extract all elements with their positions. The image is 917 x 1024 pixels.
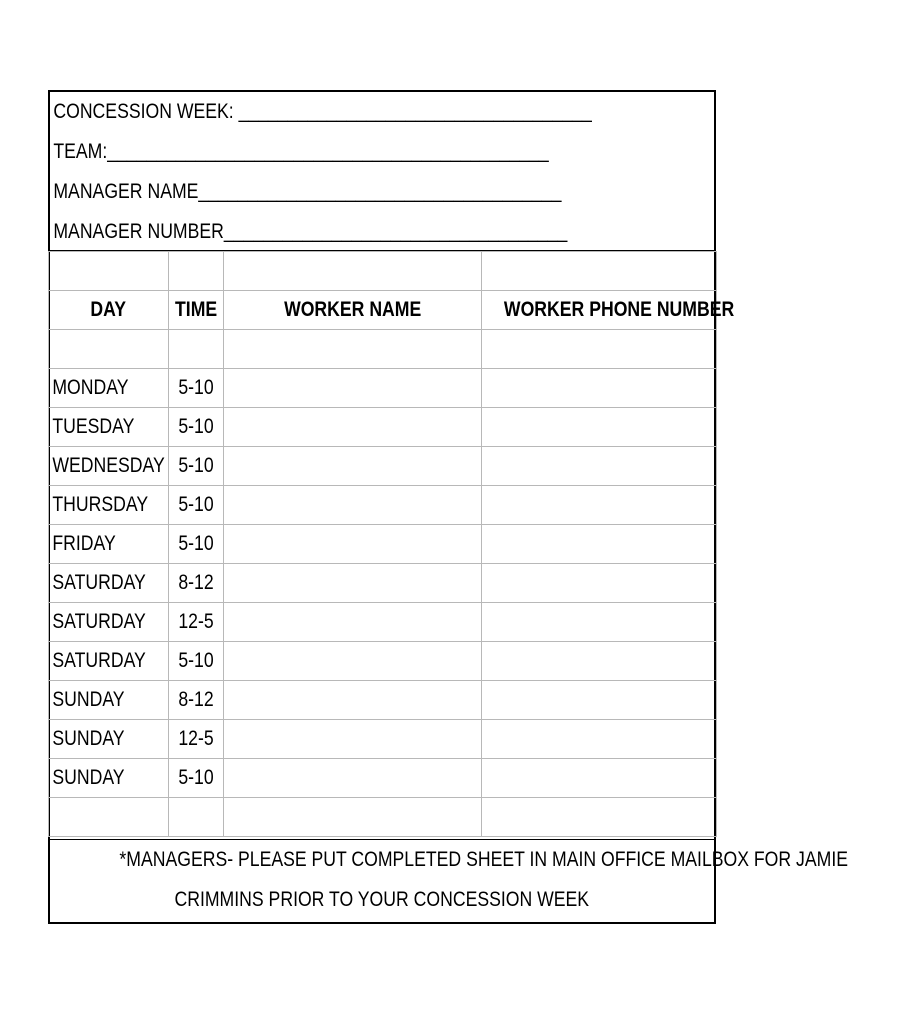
concession-week-field[interactable]: CONCESSION WEEK: ____________________________________	[53, 100, 592, 123]
worker-name-input[interactable]	[224, 759, 482, 798]
spacer-row	[49, 330, 717, 369]
empty-cell	[482, 330, 717, 369]
day-cell	[49, 720, 169, 759]
day-cell	[49, 525, 169, 564]
time-label: 5-10	[178, 493, 214, 516]
worker-name-input[interactable]	[224, 486, 482, 525]
empty-cell	[482, 252, 717, 291]
column-header-label: WORKER NAME	[283, 298, 422, 321]
column-header-day	[49, 291, 169, 330]
worker-name-input[interactable]	[224, 369, 482, 408]
time-cell	[169, 525, 224, 564]
worker-name-input[interactable]	[224, 603, 482, 642]
empty-cell	[169, 798, 224, 837]
column-header-label: DAY	[90, 298, 127, 321]
day-label: SUNDAY	[52, 727, 125, 750]
worker-phone-input[interactable]	[482, 564, 717, 603]
day-cell	[49, 642, 169, 681]
day-cell	[49, 564, 169, 603]
schedule-row	[49, 759, 717, 798]
time-cell	[169, 369, 224, 408]
time-label: 8-12	[178, 571, 214, 594]
worker-phone-input[interactable]	[482, 486, 717, 525]
spacer-row	[49, 252, 717, 291]
time-label: 12-5	[178, 610, 214, 633]
day-label: FRIDAY	[52, 532, 116, 555]
worker-name-input[interactable]	[224, 720, 482, 759]
day-label: THURSDAY	[52, 493, 149, 516]
time-cell	[169, 642, 224, 681]
sheet-header	[50, 92, 714, 251]
day-label: TUESDAY	[52, 415, 135, 438]
time-label: 5-10	[178, 532, 214, 555]
empty-cell	[224, 798, 482, 837]
empty-cell	[49, 252, 169, 291]
column-header-label: WORKER PHONE NUMBER	[503, 298, 735, 321]
time-cell	[169, 759, 224, 798]
worker-name-input[interactable]	[224, 681, 482, 720]
manager-name-field[interactable]: MANAGER NAME_____________________________________	[53, 180, 562, 203]
worker-name-input[interactable]	[224, 408, 482, 447]
worker-phone-input[interactable]	[482, 369, 717, 408]
time-cell	[169, 603, 224, 642]
day-label: SATURDAY	[52, 610, 146, 633]
day-cell	[49, 408, 169, 447]
time-label: 12-5	[178, 727, 214, 750]
spacer-row	[49, 798, 717, 837]
manager-number-field[interactable]: MANAGER NUMBER___________________________________	[53, 220, 568, 243]
footer-note-line-2: CRIMMINS PRIOR TO YOUR CONCESSION WEEK	[174, 888, 590, 911]
schedule-row	[49, 564, 717, 603]
day-cell	[49, 369, 169, 408]
day-label: WEDNESDAY	[52, 454, 165, 477]
empty-cell	[169, 330, 224, 369]
schedule-row	[49, 408, 717, 447]
schedule-table	[48, 251, 735, 837]
schedule-row	[49, 642, 717, 681]
worker-phone-input[interactable]	[482, 681, 717, 720]
empty-cell	[224, 330, 482, 369]
worker-phone-input[interactable]	[482, 447, 717, 486]
day-label: SATURDAY	[52, 649, 146, 672]
worker-name-input[interactable]	[224, 642, 482, 681]
column-header-row	[49, 291, 717, 330]
column-header-label: TIME	[174, 298, 218, 321]
time-label: 5-10	[178, 415, 214, 438]
day-label: SUNDAY	[52, 688, 125, 711]
time-label: 5-10	[178, 649, 214, 672]
time-label: 5-10	[178, 454, 214, 477]
empty-cell	[482, 798, 717, 837]
schedule-row	[49, 486, 717, 525]
time-cell	[169, 681, 224, 720]
time-label: 5-10	[178, 376, 214, 399]
empty-cell	[169, 252, 224, 291]
worker-phone-input[interactable]	[482, 642, 717, 681]
schedule-row	[49, 603, 717, 642]
column-header-worker-name	[224, 291, 482, 330]
time-cell	[169, 564, 224, 603]
schedule-row	[49, 681, 717, 720]
worker-phone-input[interactable]	[482, 525, 717, 564]
concession-sign-up-sheet	[48, 90, 848, 924]
worker-phone-input[interactable]	[482, 759, 717, 798]
team-field[interactable]: TEAM:_____________________________________________	[53, 140, 549, 163]
schedule-row	[49, 720, 717, 759]
day-cell	[49, 447, 169, 486]
worker-name-input[interactable]	[224, 525, 482, 564]
worker-phone-input[interactable]	[482, 408, 717, 447]
day-cell	[49, 603, 169, 642]
column-header-time	[169, 291, 224, 330]
day-cell	[49, 486, 169, 525]
footer-note	[50, 839, 848, 922]
day-label: SUNDAY	[52, 766, 125, 789]
column-header-worker-phone	[482, 291, 735, 330]
worker-phone-input[interactable]	[482, 720, 717, 759]
worker-name-input[interactable]	[224, 447, 482, 486]
schedule-row	[49, 525, 717, 564]
day-label: SATURDAY	[52, 571, 146, 594]
day-cell	[49, 759, 169, 798]
empty-cell	[49, 330, 169, 369]
schedule-row	[49, 369, 717, 408]
day-label: MONDAY	[52, 376, 129, 399]
worker-name-input[interactable]	[224, 564, 482, 603]
time-label: 8-12	[178, 688, 214, 711]
empty-cell	[49, 798, 169, 837]
schedule-row	[49, 447, 717, 486]
time-cell	[169, 486, 224, 525]
time-cell	[169, 720, 224, 759]
footer-note-line-1: *MANAGERS- PLEASE PUT COMPLETED SHEET IN MAIN OFFICE MAILBOX FOR JAMIE	[119, 848, 848, 871]
time-label: 5-10	[178, 766, 214, 789]
day-cell	[49, 681, 169, 720]
time-cell	[169, 447, 224, 486]
worker-phone-input[interactable]	[482, 603, 717, 642]
time-cell	[169, 408, 224, 447]
empty-cell	[224, 252, 482, 291]
